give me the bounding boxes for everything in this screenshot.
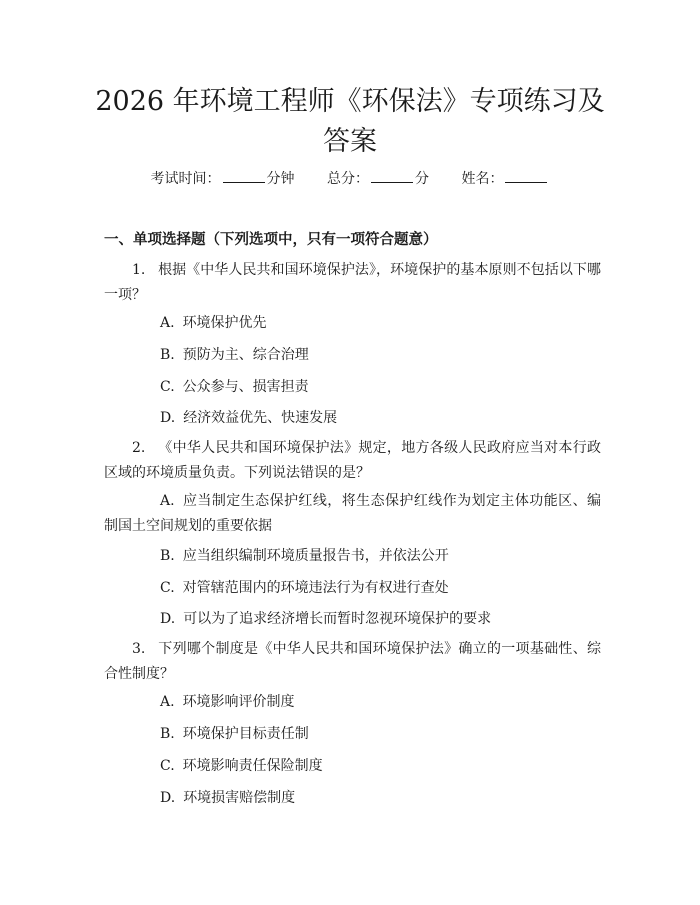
option-letter: C. [160,580,175,596]
option-text: 预防为主、综合治理 [182,347,309,363]
option-letter: D. [160,790,176,806]
student-name-blank [505,168,547,183]
option-text: 环境保护目标责任制 [182,726,309,742]
question-text: 根据《中华人民共和国环境保护法》，环境保护的基本原则不包括以下哪一项？ [104,262,601,303]
option-text: 环境影响责任保险制度 [182,758,323,774]
option-text: 公众参与、损害担责 [182,379,309,395]
question-1 [104,258,601,308]
exam-info-line [0,168,700,189]
question-3 [104,637,601,687]
option-letter: B. [160,726,175,742]
option-1b [160,345,309,365]
option-2b [160,546,449,566]
exam-time-label: 考试时间： [150,171,221,187]
total-score [327,171,429,187]
question-2 [104,436,601,486]
option-text: 应当组织编制环境质量报告书，并依法公开 [182,548,449,564]
option-text: 可以为了追求经济增长而暂时忽视环境保护的要求 [183,611,492,627]
exam-time-unit: 分钟 [266,171,295,187]
option-2c [160,578,449,598]
option-2a [104,489,601,539]
option-letter: A. [160,315,175,331]
option-letter: C. [160,758,175,774]
option-3a [160,692,295,712]
option-1a [160,313,267,333]
option-letter: B. [160,548,175,564]
document-title: 2026 年环境工程师《环保法》专项练习及答案 [95,86,605,157]
option-letter: B. [160,347,175,363]
option-text: 应当制定生态保护红线，将生态保护红线作为划定主体功能区、编制国土空间规划的重要依据 [104,493,601,534]
option-letter: D. [160,611,176,627]
option-letter: D. [160,410,176,426]
option-2d [160,609,491,629]
student-name [461,171,549,187]
total-score-label: 总分： [327,171,369,187]
option-letter: A. [160,694,175,710]
question-text: 下列哪个制度是《中华人民共和国环境保护法》确立的一项基础性、综合性制度？ [104,641,601,682]
option-letter: A. [160,493,175,509]
option-text: 环境保护优先 [182,315,267,331]
option-text: 经济效益优先、快速发展 [183,410,338,426]
option-3b [160,724,309,744]
exam-time-blank [223,168,265,183]
exam-time [151,171,295,187]
option-1d [160,408,337,428]
total-score-unit: 分 [415,171,429,187]
total-score-blank [371,168,413,183]
question-number: 3. [132,641,146,657]
option-1c [160,377,309,397]
student-name-label: 姓名： [461,171,504,187]
option-text: 环境影响评价制度 [182,694,295,710]
section-heading: 一、单项选择题（下列选项中，只有一项符合题意） [104,232,438,248]
option-text: 环境损害赔偿制度 [183,790,296,806]
option-letter: C. [160,379,175,395]
question-number: 2. [132,440,146,456]
question-text: 《中华人民共和国环境保护法》规定，地方各级人民政府应当对本行政区域的环境质量负责。下列说法错误的是？ [104,440,601,481]
option-3d [160,788,295,808]
option-3c [160,756,323,776]
question-number: 1. [132,262,146,278]
option-text: 对管辖范围内的环境违法行为有权进行查处 [182,580,449,596]
